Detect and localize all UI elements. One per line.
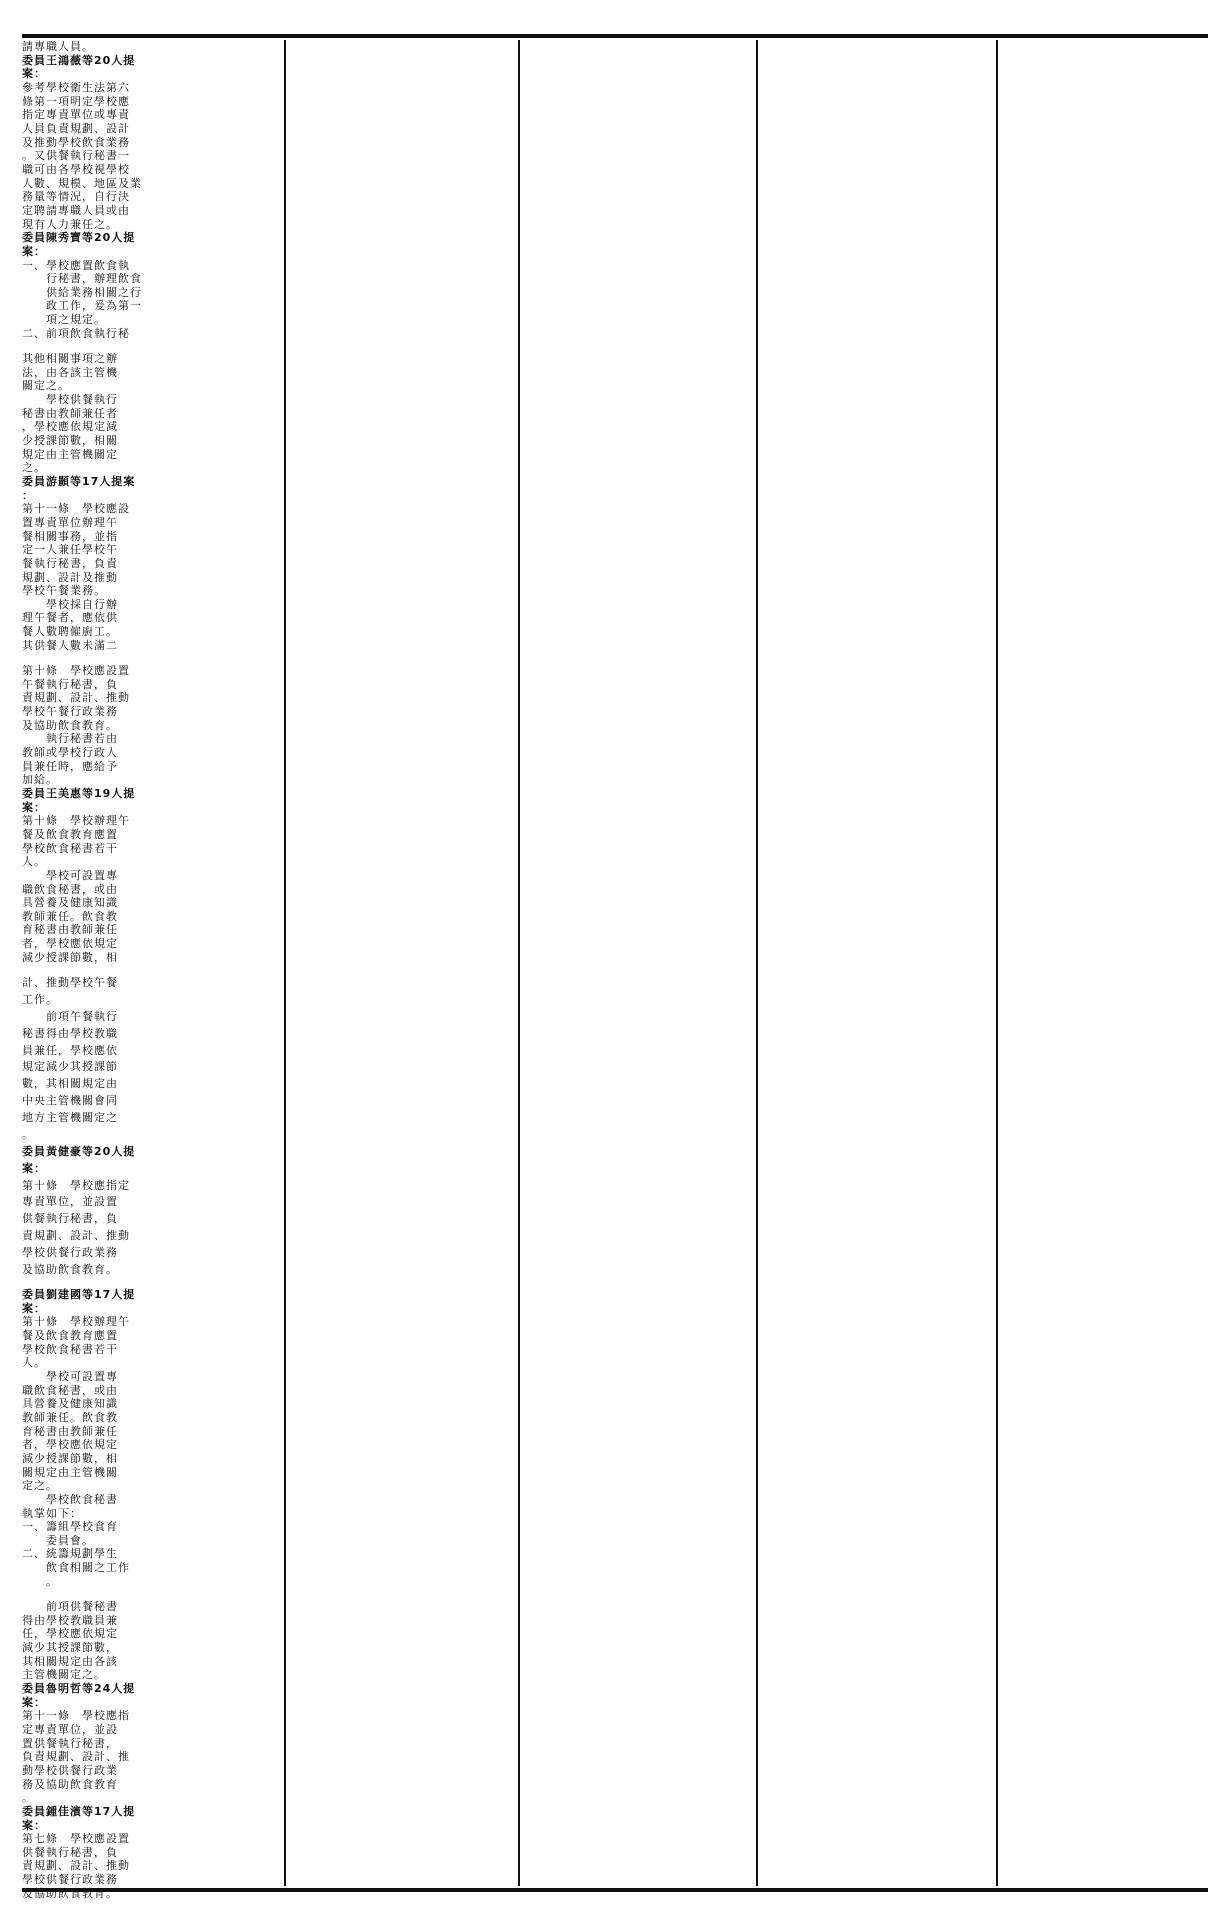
text-line: 案： (22, 1301, 46, 1315)
text-line: 。又供餐執行秘書一 (22, 149, 130, 163)
text-line: 規定由主管機關定 (22, 447, 118, 461)
text-line: 前項供餐秘書 (22, 1600, 118, 1613)
text-line: 置專責單位辦理午 (22, 515, 118, 529)
text-line: 地方主管機關定之 (22, 1111, 118, 1124)
text-line: 專責單位，並設置 (22, 1195, 118, 1209)
text-line: 餐及飲食教育應置 (22, 827, 118, 841)
text-line: 委員王美惠等19人提 (22, 786, 136, 800)
text-line: 計、推動學校午餐 (22, 976, 118, 989)
text-line: 責規劃、設計、推動 (22, 691, 130, 705)
text-tier-2 (22, 352, 1208, 652)
text-line: 其供餐人數未滿二 (22, 638, 118, 652)
text-line: 學校供餐行政業務 (22, 1246, 118, 1259)
text-line: 案： (22, 1161, 46, 1175)
text-line: 人。 (22, 1356, 46, 1370)
text-line: 及協助飲食教育。 (22, 1262, 118, 1276)
text-line: 項之規定。 (22, 313, 106, 327)
text-line: 之。 (22, 461, 46, 475)
text-line: 加給。 (22, 773, 58, 787)
text-line: 二、前項飲食執行秘 (22, 326, 130, 340)
text-line: 供餐執行秘書，負 (22, 1212, 118, 1226)
text-line: 學校飲食秘書若干 (22, 841, 118, 855)
text-line: ，學校應依規定減 (22, 420, 118, 434)
text-line: 得由學校教職員兼 (22, 1613, 118, 1627)
text-line: 餐相關事務，並指 (22, 529, 118, 543)
text-line: 學校供餐行政業務 (22, 1873, 118, 1887)
text-line: 行秘書，辦理飲食 (22, 272, 142, 286)
text-line: 一、籌組學校食育 (22, 1520, 118, 1534)
text-line: 委員會。 (22, 1533, 94, 1547)
text-line: 育秘書由教師兼任 (22, 1424, 118, 1438)
text-line: 定一人兼任學校午 (22, 543, 118, 557)
text-line: 學校飲食秘書 (22, 1492, 118, 1506)
text-line: 減少其授課節數， (22, 1640, 118, 1654)
text-line: 人。 (22, 855, 46, 869)
text-line: 規劃、設計及推動 (22, 570, 118, 584)
text-line: 供餐執行秘書，負 (22, 1845, 118, 1859)
text-line: 第十一條 學校應指 (22, 1709, 130, 1723)
text-line: 午餐執行秘書，負 (22, 677, 118, 691)
text-line: 者，學校應依規定 (22, 1438, 118, 1452)
text-line: 第十條 學校辦理午 (22, 814, 130, 828)
text-line: 執行秘書若由 (22, 732, 118, 746)
text-line: 主管機關定之。 (22, 1668, 106, 1682)
text-line: 者，學校應依規定 (22, 937, 118, 951)
text-line: 教師兼任。飲食教 (22, 909, 118, 923)
top-rule (22, 34, 1208, 38)
text-line: 具營養及健康知識 (22, 896, 118, 910)
text-line: 前項午餐執行 (22, 1009, 118, 1023)
text-line: 定之。 (22, 1479, 58, 1493)
text-line: 一、學校應置飲食執 (22, 258, 130, 272)
text-line: 餐人數聘僱廚工。 (22, 625, 118, 639)
text-line: 參考學校衛生法第六 (22, 80, 130, 94)
text-line: 員兼任時，應給予 (22, 759, 118, 773)
text-line: 執掌如下： (22, 1506, 82, 1520)
text-line: 第十條 學校應指定 (22, 1178, 130, 1192)
text-line: 委員黃健豪等20人提 (22, 1144, 136, 1158)
text-line: 關定之。 (22, 379, 70, 393)
text-line: 案： (22, 1818, 46, 1832)
text-line: 減少授課節數，相 (22, 950, 118, 964)
text-line: 定聘請專職人員或由 (22, 203, 130, 217)
text-line: 置供餐執行秘書， (22, 1736, 118, 1750)
text-line: 職飲食秘書，或由 (22, 1383, 118, 1397)
text-line: 委員陳秀寶等20人提 (22, 231, 136, 245)
text-line: 數，其相關規定由 (22, 1077, 118, 1091)
text-line: 委員劉建國等17人提 (22, 1288, 136, 1301)
text-line: 指定專責單位或專責 (22, 108, 130, 122)
text-line: 人數、規模、地區及業 (22, 176, 142, 190)
text-line: 工作。 (22, 992, 58, 1006)
text-line: 。 (22, 1574, 58, 1588)
text-line: 條第一項明定學校應 (22, 94, 130, 108)
text-line: 規定減少其授課節 (22, 1060, 118, 1074)
text-line: 。 (22, 1791, 34, 1805)
text-line: 供給業務相關之行 (22, 285, 142, 299)
text-tier-5 (22, 1288, 1208, 1588)
text-line: 中央主管機關會同 (22, 1094, 118, 1108)
text-line: 其相關規定由各該 (22, 1654, 118, 1668)
text-line: 及協助飲食教育。 (22, 718, 118, 732)
text-line: 餐執行秘書，負責 (22, 556, 118, 570)
text-line: 及協助飲食教育。 (22, 1886, 118, 1900)
text-line: 案： (22, 800, 46, 814)
text-line: 案： (22, 67, 46, 81)
text-line: 減少授課節數，相 (22, 1451, 118, 1465)
text-line: 職可由各學校視學校 (22, 162, 130, 176)
text-line: 委員魯明哲等24人提 (22, 1681, 136, 1695)
text-tier-4 (22, 976, 1208, 1276)
text-line: 請專職人員。 (22, 40, 94, 53)
text-line: 關規定由主管機關 (22, 1465, 118, 1479)
text-line: 案： (22, 244, 46, 258)
text-line: 法，由各該主管機 (22, 365, 118, 379)
text-line: 學校供餐執行 (22, 392, 118, 406)
text-line: 第十條 學校應設置 (22, 664, 130, 677)
text-line: 委員游顥等17人提案 (22, 474, 136, 488)
text-line: 職飲食秘書，或由 (22, 882, 118, 896)
text-line: 動學校供餐行政業 (22, 1763, 118, 1777)
text-line: 第十一條 學校應設 (22, 502, 130, 516)
text-line: 委員王鴻薇等20人提 (22, 53, 136, 67)
text-line: 案： (22, 1695, 46, 1709)
text-line: 餐及飲食教育應置 (22, 1328, 118, 1342)
text-line: 秘書由教師兼任者 (22, 406, 118, 420)
document-page (22, 0, 1208, 1922)
text-line: 現有人力兼任之。 (22, 217, 118, 231)
text-line: 學校可設置專 (22, 868, 118, 882)
text-line: 員兼任，學校應依 (22, 1043, 118, 1057)
text-line: 飲食相關之工作 (22, 1561, 130, 1575)
text-tier-3 (22, 664, 1208, 964)
text-line: 學校午餐行政業務 (22, 704, 118, 718)
text-line: 政工作，爰為第一 (22, 299, 142, 313)
text-line: 務及協助飲食教育 (22, 1777, 118, 1791)
text-line: 。 (22, 1127, 34, 1141)
text-line: 學校午餐業務。 (22, 584, 106, 598)
text-line: 及推動學校飲食業務 (22, 135, 130, 149)
text-line: 學校可設置專 (22, 1369, 118, 1383)
text-line: 具營養及健康知識 (22, 1397, 118, 1411)
text-line: 責規劃、設計、推動 (22, 1229, 130, 1243)
text-line: 第十條 學校辦理午 (22, 1315, 130, 1329)
text-line: 二、統籌規劃學生 (22, 1547, 118, 1561)
text-line: 定專責單位，並設 (22, 1722, 118, 1736)
text-line: 教師或學校行政人 (22, 745, 118, 759)
text-line: 秘書得由學校教職 (22, 1026, 118, 1040)
text-line: 責規劃、設計、推動 (22, 1859, 130, 1873)
text-line: 育秘書由教師兼任 (22, 923, 118, 937)
text-line: 少授課節數，相關 (22, 433, 118, 447)
text-line: 任，學校應依規定 (22, 1627, 118, 1641)
text-line: 教師兼任。飲食教 (22, 1410, 118, 1424)
text-tier-6 (22, 1600, 1208, 1900)
text-line: 其他相關事項之辦 (22, 352, 118, 365)
text-line: 第七條 學校應設置 (22, 1832, 130, 1846)
text-line: 學校飲食秘書若干 (22, 1342, 118, 1356)
text-line: 學校採自行辦 (22, 597, 118, 611)
text-line: ： (22, 488, 34, 502)
text-line: 委員鍾佳濱等17人提 (22, 1804, 136, 1818)
text-line: 負責規劃、設計、推 (22, 1750, 130, 1764)
text-line: 理午餐者，應依供 (22, 611, 118, 625)
text-tier-1 (22, 40, 1208, 340)
text-line: 人員負責規劃、設計 (22, 121, 130, 135)
text-line: 務量等情況，自行決 (22, 190, 130, 204)
